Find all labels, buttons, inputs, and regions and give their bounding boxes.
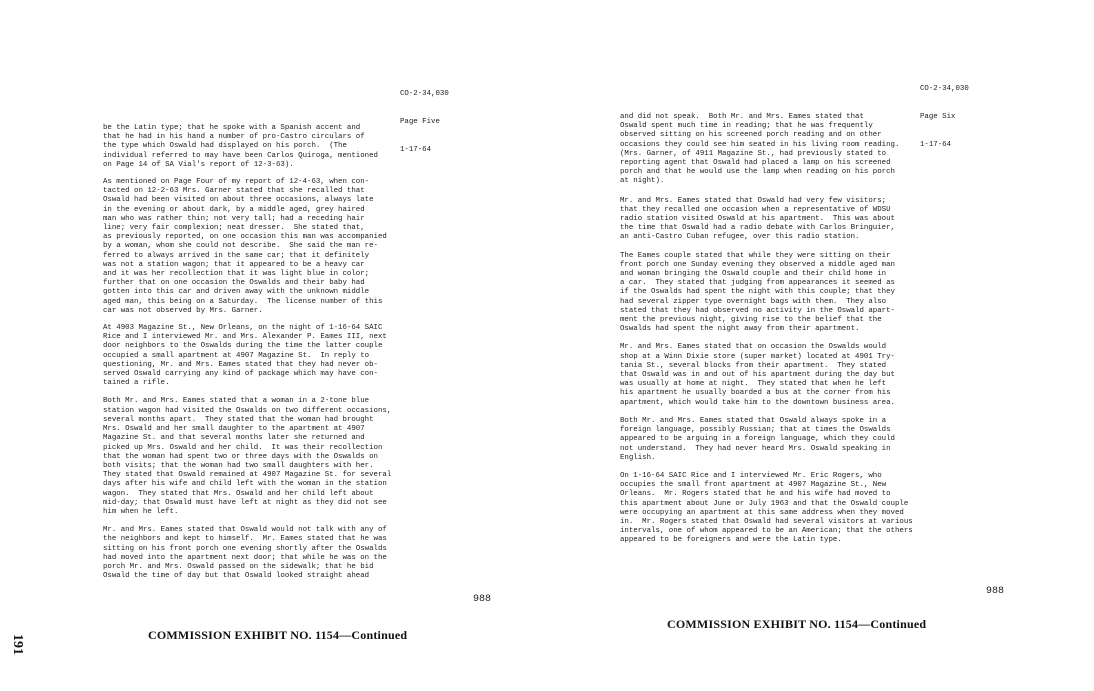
left-paragraph-5: Mr. and Mrs. Eames stated that Oswald would not talk with any of the neighbors and kept to himself. Mr. Eames stated that he was sitting on his front porch one evening shortly after the Oswalds had moved into the apartment next door; that while he was on the porch Mr. and Mrs. Oswald passed on the sidewalk; that he bid Oswald the time of day but that Oswald looked straight ahead [103,526,387,581]
right-date: 1-17-64 [920,140,952,149]
left-paragraph-2: As mentioned on Page Four of my report of 12-4-63, when con- tacted on 12-2-63 Mrs. Garner stated that she recalled that Oswald had been visited on about three occasions, always late in the evening or about dark, by a middle aged, grey haired man who was rather thin; not very tall; had a receding hair line; very fair complexion; neat dresser. She stated that, as previously reported, on one occasion this man was accompanied by a woman, whom she could not describe. She said the man re- ferred to always arrived in the same car; that it definitely was not a station wagon; that it appeared to be a heavy car and it was her recollection that it was light blue in color; further that on one occasion the Oswalds and their baby had gotten into this car and driven away with the unknown middle aged man, this being on a Saturday. The license number of this car was not observed by Mrs. Garner. [103,178,387,315]
right-paragraph-5: Both Mr. and Mrs. Eames stated that Oswald always spoke in a foreign language, possibly Russian; that at times the Oswalds appeared to be arguing in a foreign language, which they could not understand. They had never heard Mrs. Oswald speaking in English. [620,416,895,462]
right-paragraph-3: The Eames couple stated that while they were sitting on their front porch one Sunday evening they observed a middle aged man and woman bringing the Oswald couple and their child home in a car. They stated that judging from appearances it seemed as if the Oswalds had spent the night with this couple; that they had several zipper type overnight bags with them. They also stated that they had observed no activity in the Oswald apart- ment the previous night, giving rise to the belief that the Oswalds had spent the night away from their apartment. [620,251,895,334]
right-paragraph-6: On 1-16-64 SAIC Rice and I interviewed Mr. Eric Rogers, who occupies the small front apartment at 4907 Magazine St., New Orleans. Mr. Rogers stated that he and his wife had moved to this apartment about June or July 1963 and that the Oswald couple were occupying an apartment at this same address when they moved in. Mr. Rogers stated that Oswald had several visitors at various intervals, one of whom appeared to be an American; that the others appeared to be foreigners and were the Latin type. [620,471,913,545]
left-paragraph-1: be the Latin type; that he spoke with a Spanish accent and that he had in his hand a number of pro-Castro circulars of the type which Oswald had displayed on his porch. (The individual referred to may have been Carlos Quiroga, mentioned on Page 14 of SA Vial's report of 12-3-63). [103,124,378,169]
right-paragraph-4: Mr. and Mrs. Eames stated that on occasion the Oswalds would shop at a Winn Dixie store (super market) located at 4901 Try- tania St., several blocks from their apartment. They stated that Oswald was in and out of his apartment during the day but was usually at home at night. They stated that when he left his apartment he usually boarded a bus at the corner from his apartment, which would take him to the downtown business area. [620,343,895,407]
left-paragraph-3: At 4903 Magazine St., New Orleans, on the night of 1-16-64 SAIC Rice and I interviewed Mr. and Mrs. Alexander P. Eames III, next door neighbors to the Oswalds during the time the latter couple occupied a small apartment at 4907 Magazine St. In reply to questioning, Mr. and Mrs. Eames stated that they had never ob- served Oswald carrying any kind of package which may have con- tained a rifle. [103,324,387,388]
right-page-label: Page Six [920,113,956,122]
right-paragraph-2: Mr. and Mrs. Eames stated that Oswald had very few visitors; that they recalled one occasion when a representative of WDSU radio station visited Oswald at his apartment. This was about the time that Oswald had a radio debate with Carlos Bringuier, an anti-Castro Cuban refugee, over this radio station. [620,196,895,242]
left-page-number: 988 [473,594,492,605]
side-page-number: 191 [10,634,25,655]
left-exhibit-caption: COMMISSION EXHIBIT NO. 1154—Continued [148,628,408,642]
left-date: 1-17-64 [400,145,432,154]
left-paragraph-4: Both Mr. and Mrs. Eames stated that a woman in a 2-tone blue station wagon had visited the Oswalds on two different occasions, several months apart. They stated that the woman had brought Mrs. Oswald and her small daughter to the apartment at 4907 Magazine St. and that several months later she returned and picked up Mrs. Oswald and her child. It was their recollection that the woman had spent two or three days with the Oswalds on both visits; that the woman had two small daughters with her. They stated that Oswald remained at 4907 Magazine St. for several days after his wife and child left with the woman in the station wagon. They stated that Mrs. Oswald and her child left about mid-day; that Oswald must have left at night as they did not see him when he left. [103,397,392,516]
left-page-label: Page Five [400,118,440,127]
right-exhibit-caption: COMMISSION EXHIBIT NO. 1154—Continued [667,617,927,631]
right-file-number: CO-2-34,030 [920,85,969,94]
left-file-number: CO-2-34,030 [400,90,449,99]
right-page-body [620,113,990,546]
left-page-body [103,124,473,581]
right-page-number: 988 [986,586,1005,597]
right-paragraph-1: and did not speak. Both Mr. and Mrs. Eames stated that Oswald spent much time in reading; that he was frequently observed sitting on his screened porch reading and on other occasions they could see him seated in his living room reading. (Mrs. Garner, of 4911 Magazine St., had previously stated to reporting agent that Oswald had placed a lamp on his screened porch and that he would use the lamp when reading on his porch at night). [620,113,900,186]
